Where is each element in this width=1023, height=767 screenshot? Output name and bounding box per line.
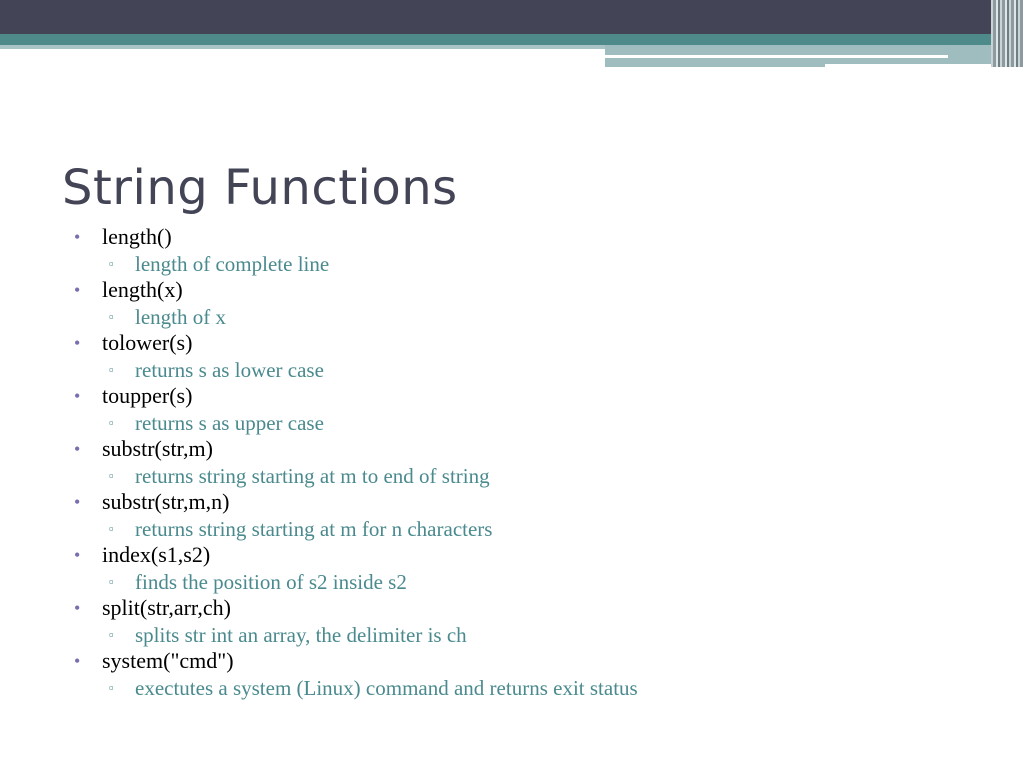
function-description: returns string starting at m to end of string (135, 464, 490, 488)
list-item (0, 277, 1023, 330)
function-name: system("cmd") (102, 648, 234, 673)
bullet-icon: • (74, 386, 81, 406)
list-item (0, 595, 1023, 648)
list-item (0, 489, 1023, 542)
function-description: exectutes a system (Linux) command and returns exit status (135, 676, 638, 700)
bullet-icon: • (74, 651, 81, 671)
bullet-icon: • (74, 492, 81, 512)
bullet-icon: • (74, 545, 81, 565)
list-item (0, 542, 1023, 595)
function-description: splits str int an array, the delimiter is ch (135, 623, 467, 647)
function-description: finds the position of s2 inside s2 (135, 570, 407, 594)
bullet-icon: • (74, 598, 81, 618)
list-item (0, 436, 1023, 489)
sub-bullet-icon: ▫ (109, 256, 114, 271)
bullet-icon: • (74, 227, 81, 247)
bullet-icon: • (74, 439, 81, 459)
function-description: returns string starting at m for n characters (135, 517, 493, 541)
function-name: split(str,arr,ch) (102, 595, 231, 620)
list-item (0, 224, 1023, 277)
list-item (0, 648, 1023, 701)
list-item (0, 330, 1023, 383)
header-band-dark (0, 0, 1023, 34)
function-name: index(s1,s2) (102, 542, 211, 567)
function-description: returns s as upper case (135, 411, 324, 435)
sub-bullet-icon: ▫ (109, 521, 114, 536)
function-description: length of complete line (135, 252, 330, 276)
sub-bullet-icon: ▫ (109, 415, 114, 430)
sub-bullet-icon: ▫ (109, 680, 114, 695)
sub-bullet-icon: ▫ (109, 362, 114, 377)
bullet-list (0, 224, 1023, 701)
function-name: tolower(s) (102, 330, 193, 355)
function-name: length() (102, 224, 172, 249)
bullet-icon: • (74, 333, 81, 353)
header-accent-line (605, 55, 948, 58)
function-name: length(x) (102, 277, 183, 302)
function-name: substr(str,m,n) (102, 489, 230, 514)
slide-title: String Functions (62, 160, 458, 216)
function-name: toupper(s) (102, 383, 193, 408)
header-band-teal (0, 34, 1023, 45)
function-name: substr(str,m) (102, 436, 213, 461)
sub-bullet-icon: ▫ (109, 468, 114, 483)
function-description: returns s as lower case (135, 358, 324, 382)
header-stripes (991, 0, 1023, 67)
sub-bullet-icon: ▫ (109, 574, 114, 589)
sub-bullet-icon: ▫ (109, 309, 114, 324)
bullet-icon: • (74, 280, 81, 300)
sub-bullet-icon: ▫ (109, 627, 114, 642)
header-band-light-left (0, 45, 605, 49)
list-item (0, 383, 1023, 436)
function-description: length of x (135, 305, 226, 329)
